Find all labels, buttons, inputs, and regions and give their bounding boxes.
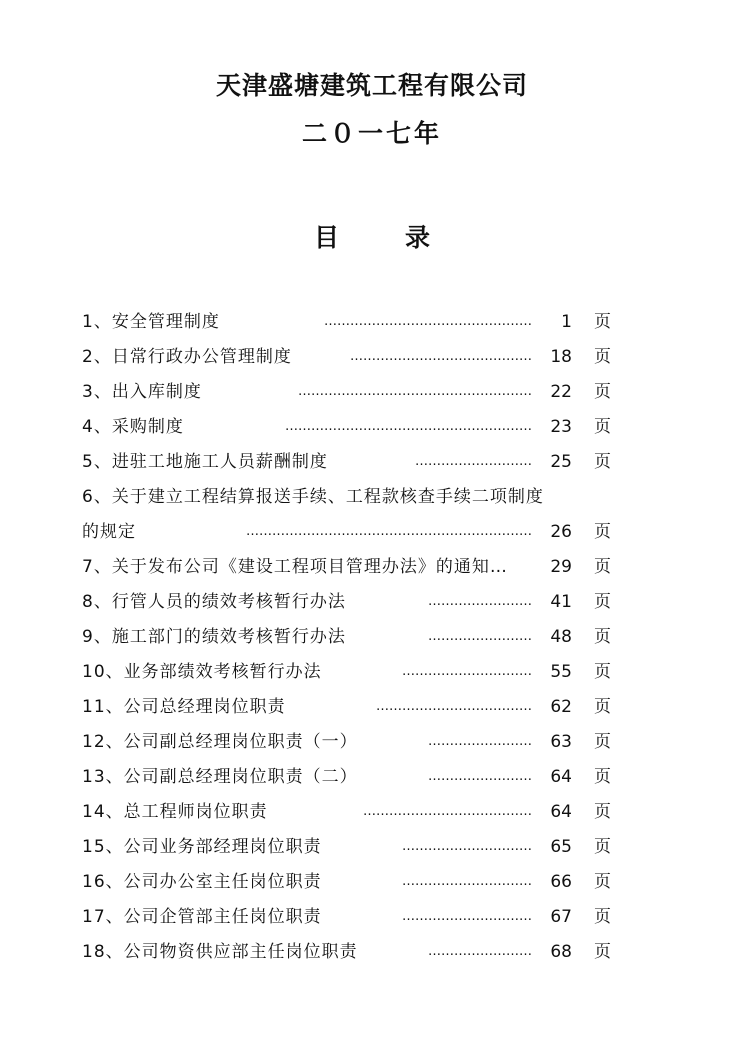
toc-entry-leader: ……………………………………………… (298, 384, 532, 399)
toc-entry-label: 10、业务部绩效考核暂行办法 (82, 662, 322, 682)
toc-entry-page-number: 22 (550, 382, 572, 402)
toc-entry-page-unit: 页 (594, 312, 612, 332)
toc-entry-leader: ……………………………… (376, 699, 532, 714)
toc-entry-page-unit: 页 (594, 697, 612, 717)
toc-entry-label: 15、公司业务部经理岗位职责 (82, 837, 322, 857)
toc-entry-page-unit: 页 (594, 557, 612, 577)
toc-entry[interactable] (82, 553, 612, 588)
toc-entry-leader: ………………………………… (363, 804, 532, 819)
toc-entry-page-unit: 页 (594, 347, 612, 367)
toc-entry-leader: …………………… (428, 734, 532, 749)
toc-entry[interactable] (82, 623, 612, 658)
toc-entry-leader: ………………………………………… (324, 314, 532, 329)
toc-entry[interactable] (82, 798, 612, 833)
toc-entry-leader: ………………………… (402, 909, 532, 924)
toc-entry-page-number: 29 (550, 557, 572, 577)
toc-entry-label: 18、公司物资供应部主任岗位职责 (82, 942, 358, 962)
toc-entry[interactable] (82, 763, 612, 798)
toc-entry-page-unit: 页 (594, 592, 612, 612)
toc-entry[interactable] (82, 518, 612, 553)
toc-entry-page-unit: 页 (594, 417, 612, 437)
toc-entry-page-number: 62 (550, 697, 572, 717)
toc-entry-label: 4、采购制度 (82, 417, 184, 437)
toc-entry-leader: ……………………… (415, 454, 532, 469)
toc-entry-page-number: 25 (550, 452, 572, 472)
toc-entry[interactable] (82, 483, 612, 518)
toc-entry-page-number: 66 (550, 872, 572, 892)
toc-entry-leader: ………………………………………………… (285, 419, 532, 434)
toc-entry-page-unit: 页 (594, 627, 612, 647)
toc-entry-page-number: 18 (550, 347, 572, 367)
toc-entry[interactable] (82, 938, 612, 973)
toc-entry-page-unit: 页 (594, 942, 612, 962)
toc-entry-label: 13、公司副总经理岗位职责（二） (82, 767, 358, 787)
toc-entry[interactable] (82, 308, 612, 343)
toc-entry[interactable] (82, 448, 612, 483)
toc-entry-label: 11、公司总经理岗位职责 (82, 697, 286, 717)
toc-entry-page-unit: 页 (594, 732, 612, 752)
toc-entry-page-number: 23 (550, 417, 572, 437)
toc-entry[interactable] (82, 588, 612, 623)
toc-entry-page-number: 64 (550, 767, 572, 787)
toc-entry-page-unit: 页 (594, 452, 612, 472)
toc-entry-page-number: 48 (550, 627, 572, 647)
toc-entry-page-number: 41 (550, 592, 572, 612)
toc-entry-label: 17、公司企管部主任岗位职责 (82, 907, 322, 927)
toc-entry-page-unit: 页 (594, 522, 612, 542)
toc-entry-label: 8、行管人员的绩效考核暂行办法 (82, 592, 346, 612)
toc-heading: 目录 (313, 223, 496, 252)
toc-entry-leader: …………………… (428, 944, 532, 959)
table-of-contents (82, 308, 612, 973)
toc-entry-leader: ………………………… (402, 664, 532, 679)
toc-entry[interactable] (82, 728, 612, 763)
toc-entry-page-unit: 页 (594, 382, 612, 402)
toc-entry[interactable] (82, 658, 612, 693)
toc-entry[interactable] (82, 693, 612, 728)
toc-entry-label: 16、公司办公室主任岗位职责 (82, 872, 322, 892)
toc-entry-leader: …………………… (428, 629, 532, 644)
toc-entry-page-number: 26 (550, 522, 572, 542)
toc-entry-label: 的规定 (82, 522, 136, 542)
toc-entry-label: 7、关于发布公司《建设工程项目管理办法》的通知… (82, 557, 508, 577)
toc-entry[interactable] (82, 903, 612, 938)
company-title: 天津盛塘建筑工程有限公司 (215, 71, 528, 100)
toc-entry-label: 3、出入库制度 (82, 382, 202, 402)
toc-entry[interactable] (82, 343, 612, 378)
year-title: 二０一七年 (301, 119, 442, 148)
toc-entry-page-number: 63 (550, 732, 572, 752)
toc-entry-label: 5、进驻工地施工人员薪酬制度 (82, 452, 328, 472)
toc-entry-page-number: 68 (550, 942, 572, 962)
toc-entry-page-number: 65 (550, 837, 572, 857)
toc-entry-page-number: 1 (561, 312, 572, 332)
toc-entry[interactable] (82, 413, 612, 448)
toc-entry-leader: …………………… (428, 769, 532, 784)
toc-entry-page-unit: 页 (594, 802, 612, 822)
toc-entry[interactable] (82, 868, 612, 903)
toc-entry-page-unit: 页 (594, 872, 612, 892)
toc-entry-page-unit: 页 (594, 662, 612, 682)
toc-entry-page-number: 64 (550, 802, 572, 822)
toc-entry-page-number: 55 (550, 662, 572, 682)
toc-entry-label: 1、安全管理制度 (82, 312, 220, 332)
toc-entry-label: 6、关于建立工程结算报送手续、工程款核查手续二项制度 (82, 487, 544, 507)
toc-entry-leader: …………………… (428, 594, 532, 609)
toc-entry-page-unit: 页 (594, 907, 612, 927)
toc-entry-leader: …………………………………… (350, 349, 532, 364)
toc-entry-page-number: 67 (550, 907, 572, 927)
toc-entry-leader: ………………………… (402, 839, 532, 854)
toc-entry-leader: ………………………… (402, 874, 532, 889)
toc-entry-label: 14、总工程师岗位职责 (82, 802, 268, 822)
toc-entry-label: 12、公司副总经理岗位职责（一） (82, 732, 358, 752)
toc-entry-page-unit: 页 (594, 767, 612, 787)
toc-entry-leader: ………………………………………………………… (246, 524, 532, 539)
toc-entry-page-unit: 页 (594, 837, 612, 857)
toc-entry[interactable] (82, 378, 612, 413)
toc-entry-label: 9、施工部门的绩效考核暂行办法 (82, 627, 346, 647)
toc-entry-label: 2、日常行政办公管理制度 (82, 347, 292, 367)
toc-entry[interactable] (82, 833, 612, 868)
